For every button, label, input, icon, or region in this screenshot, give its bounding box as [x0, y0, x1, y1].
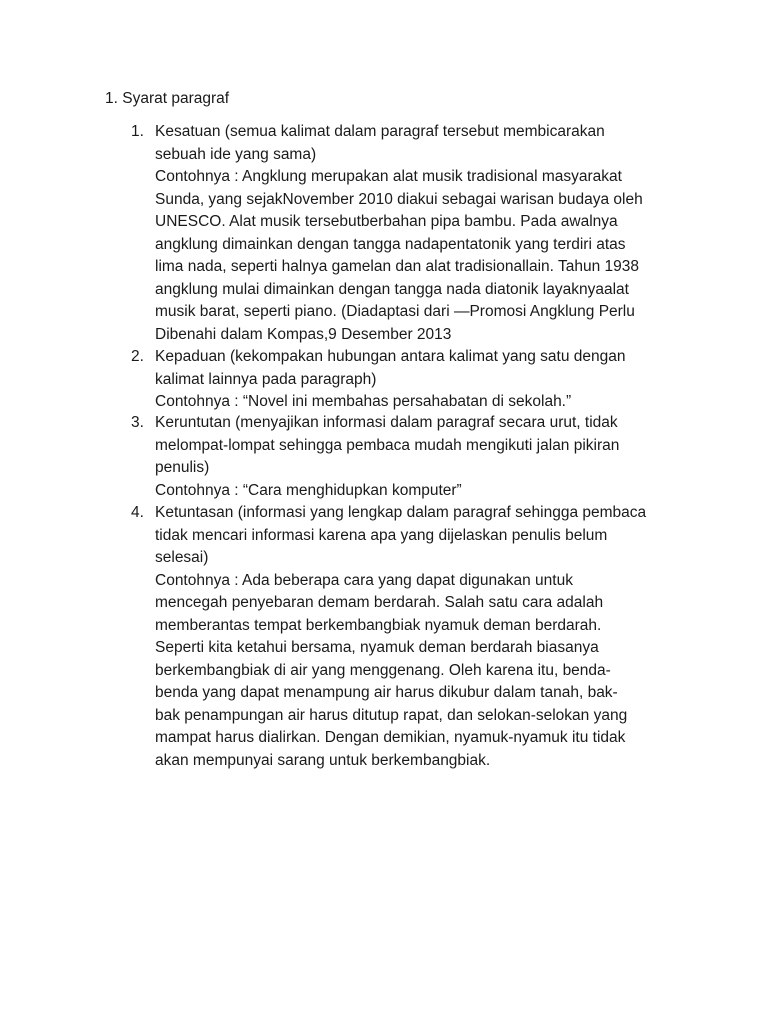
list-item-number: 4. — [131, 504, 144, 521]
text-line: Contohnya : “Novel ini membahas persahabatan di sekolah.” — [155, 393, 572, 410]
text-line: musik barat, seperti piano. (Diadaptasi dari —Promosi Angklung Perlu — [155, 303, 635, 320]
text-line: melompat-lompat sehingga pembaca mudah mengikuti jalan pikiran — [155, 436, 620, 454]
text-line: tidak mencari informasi karena apa yang dijelaskan penulis belum — [155, 526, 608, 544]
text-line: Keruntutan (menyajikan informasi dalam paragraf secara urut, tidak — [155, 414, 618, 431]
list-item-text — [155, 412, 619, 502]
text-line: lima nada, seperti halnya gamelan dan alat tradisionallain. Tahun 1938 — [155, 258, 639, 275]
list-item-number: 1. — [131, 123, 144, 140]
text-line: Seperti kita ketahui bersama, nyamuk deman berdarah biasanya — [155, 639, 599, 656]
text-line: Kepaduan (kekompakan hubungan antara kalimat yang satu dengan — [155, 348, 626, 365]
text-line: angklung mulai dimainkan dengan tangga nada diatonik layaknyaalat — [155, 280, 629, 298]
text-line: mencegah penyebaran demam berdarah. Salah satu cara adalah — [155, 594, 604, 611]
text-line: mampat harus dialirkan. Dengan demikian, nyamuk-nyamuk itu tidak — [155, 729, 626, 746]
list-item-text — [155, 502, 646, 772]
text-line: UNESCO. Alat musik tersebutberbahan pipa bambu. Pada awalnya — [155, 213, 618, 230]
list-item-text — [155, 121, 643, 346]
text-line: Contohnya : Ada beberapa cara yang dapat digunakan untuk — [155, 571, 573, 589]
text-line: akan mempunyai sarang untuk berkembangbiak. — [155, 751, 491, 769]
text-line: Contohnya : “Cara menghidupkan komputer” — [155, 481, 462, 499]
section-heading: 1. Syarat paragraf — [105, 90, 230, 107]
text-line: sebuah ide yang sama) — [155, 145, 317, 163]
text-line: Dibenahi dalam Kompas,9 Desember 2013 — [155, 325, 452, 343]
text-line: Contohnya : Angklung merupakan alat musik tradisional masyarakat — [155, 168, 622, 185]
text-line: berkembangbiak di air yang menggenang. Oleh karena itu, benda- — [155, 661, 611, 679]
list-item-number: 2. — [131, 348, 144, 365]
text-line: kalimat lainnya pada paragraph) — [155, 370, 377, 388]
text-line: bak penampungan air harus ditutup rapat, dan selokan-selokan yang — [155, 706, 628, 724]
text-line: Kesatuan (semua kalimat dalam paragraf tersebut membicarakan — [155, 123, 605, 140]
text-line: penulis) — [155, 459, 210, 476]
text-line: memberantas tempat berkembangbiak nyamuk deman berdarah. — [155, 616, 602, 634]
list-item-number: 3. — [131, 414, 144, 431]
text-line: benda yang dapat menampung air harus dikubur dalam tanah, bak- — [155, 684, 618, 701]
list-item-text — [155, 346, 626, 414]
text-line: selesai) — [155, 549, 209, 566]
text-line: Ketuntasan (informasi yang lengkap dalam paragraf sehingga pembaca — [155, 504, 647, 521]
text-line: Sunda, yang sejakNovember 2010 diakui sebagai warisan budaya oleh — [155, 190, 643, 208]
text-line: angklung dimainkan dengan tangga nadapentatonik yang terdiri atas — [155, 235, 626, 253]
